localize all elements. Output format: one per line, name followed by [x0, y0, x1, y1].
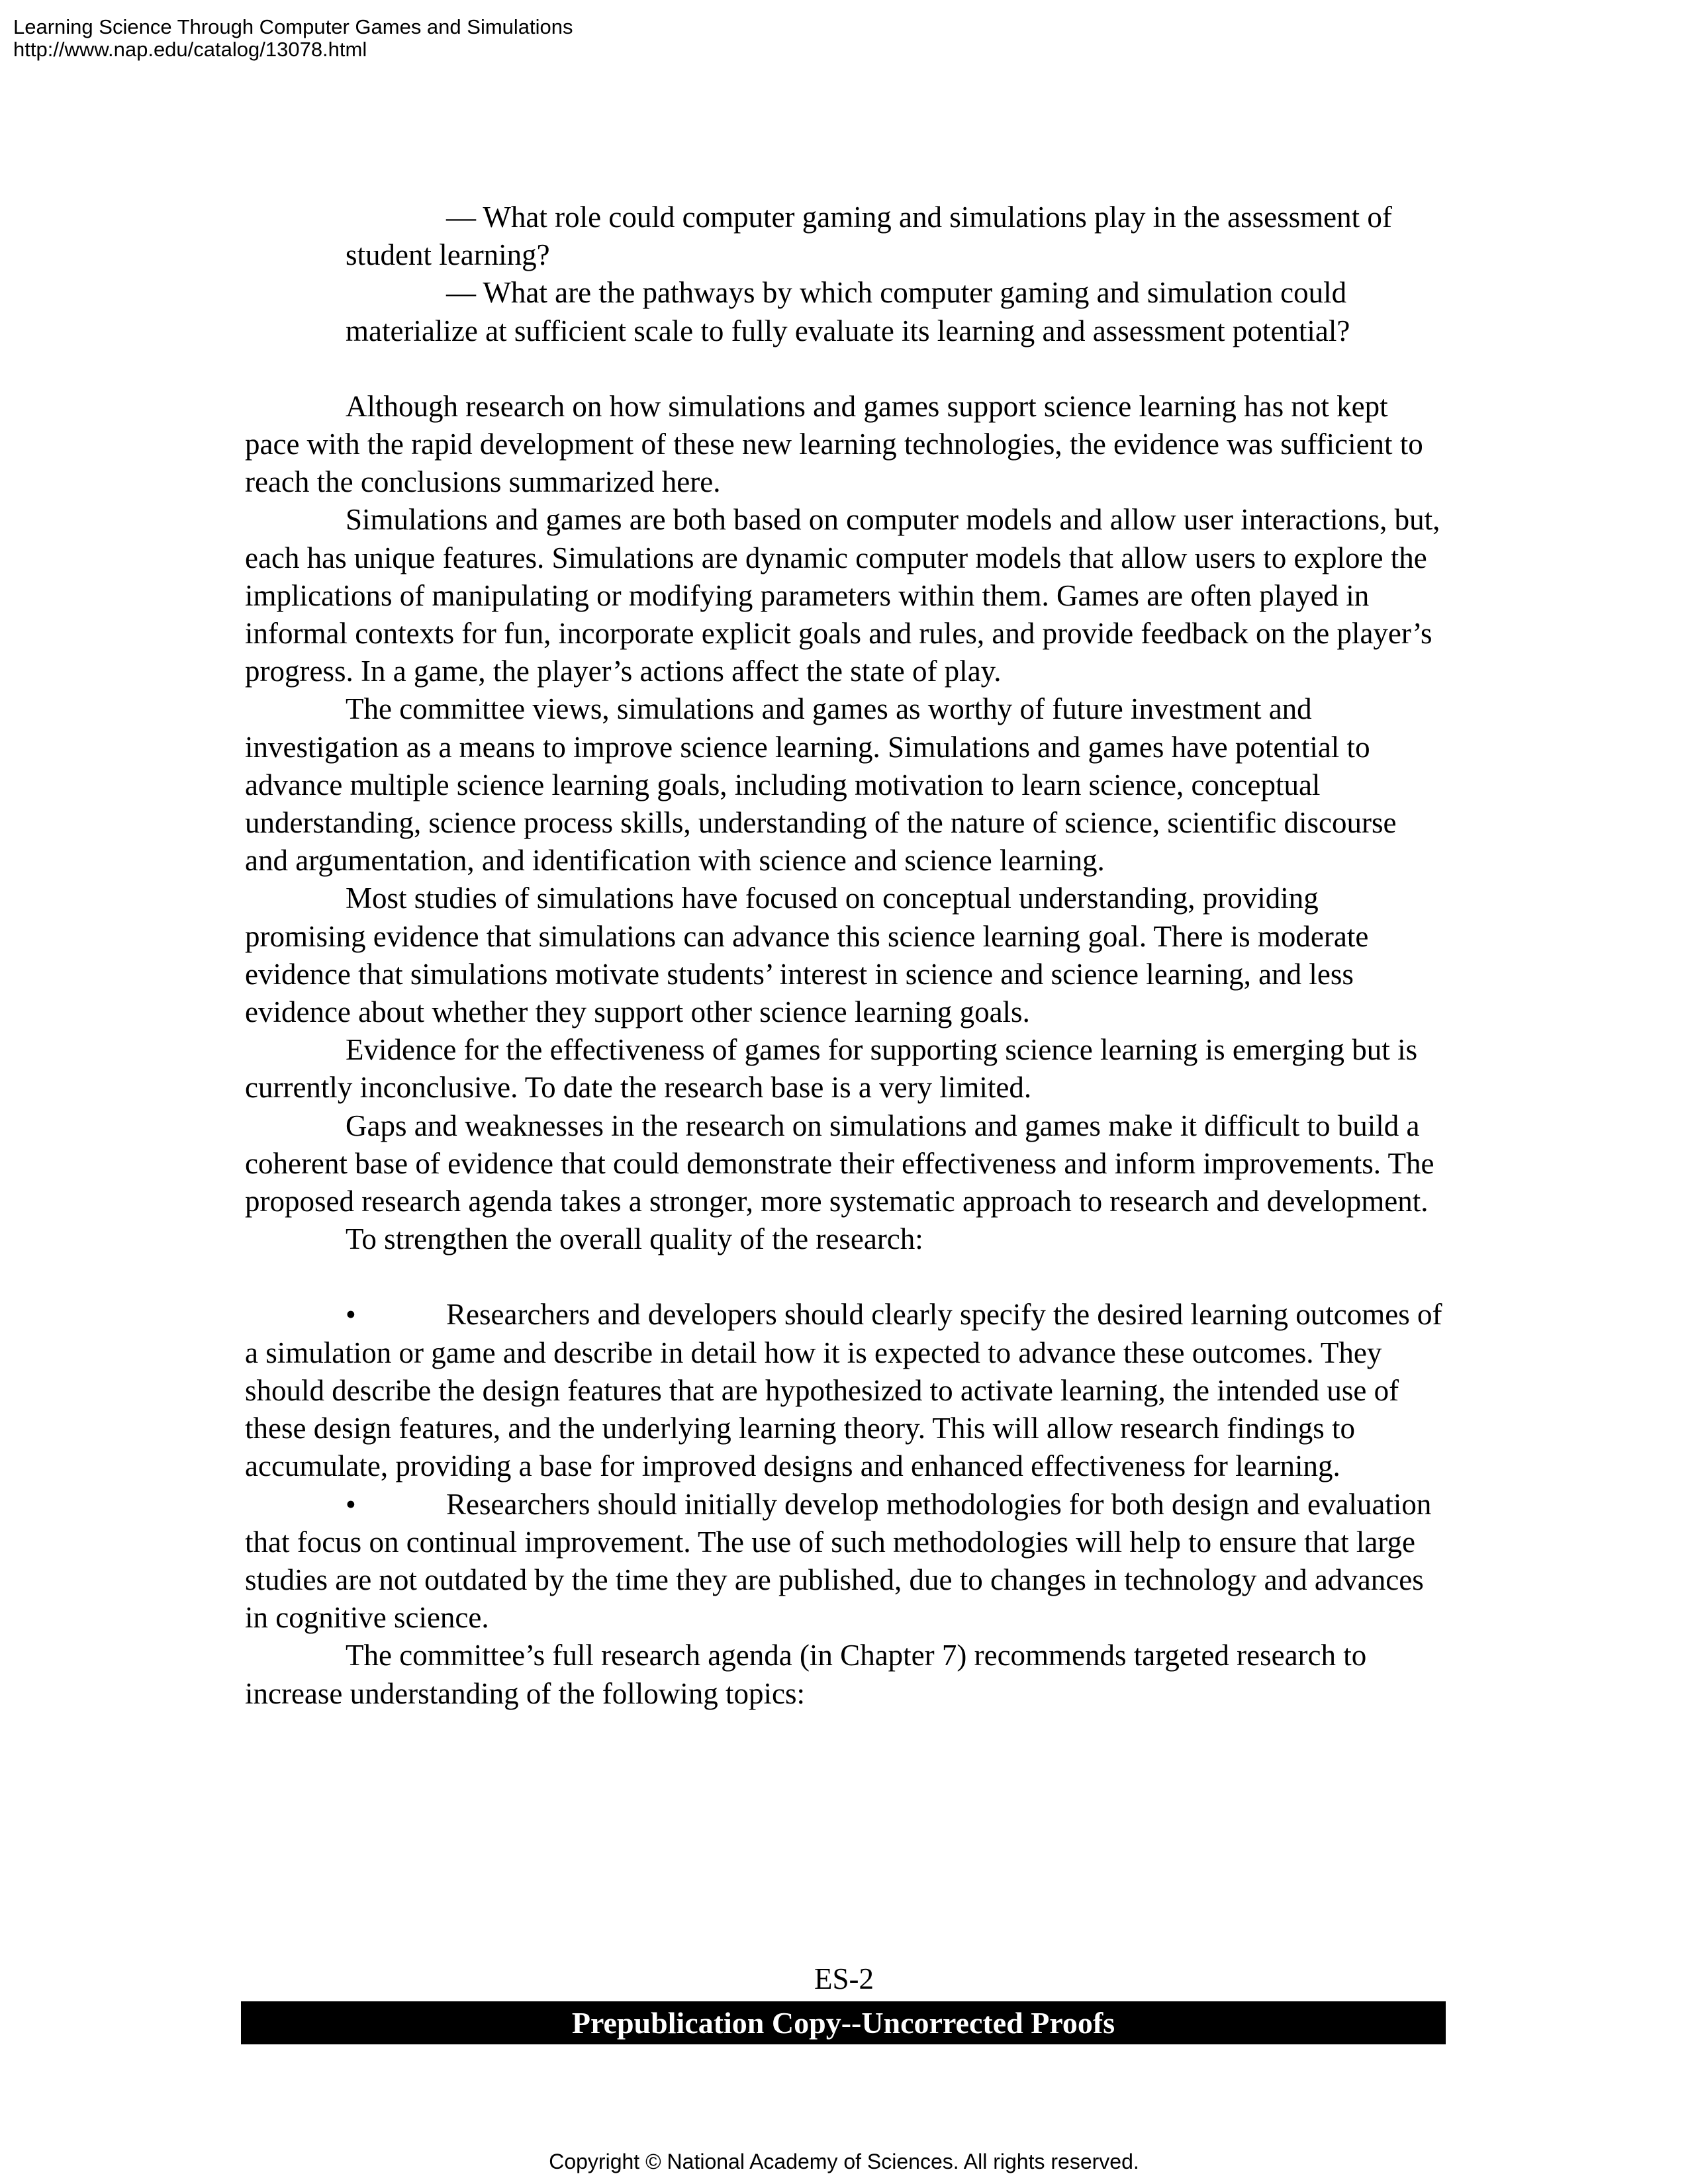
paragraph: The committee’s full research agenda (in Chapter 7) recommends targeted research to increase understanding of the following topics:	[245, 1639, 1367, 1710]
body-text	[245, 199, 1443, 1713]
paragraph: Most studies of simulations have focused on conceptual understanding, providing promising evidence that simulations can advance this science learning goal. There is moderate evidence that simulations motivate students’ interest in science and science learning, and less evidence about whether they support other science learning goals.	[245, 882, 1369, 1029]
question-item: — What role could computer gaming and simulations play in the assessment of student learning?	[346, 201, 1392, 272]
paragraph: Although research on how simulations and games support science learning has not kept pace with the rapid development of these new learning technologies, the evidence was sufficient to reach the conclusions summarized here.	[245, 389, 1423, 499]
bullet-item	[245, 1296, 1443, 1485]
paragraph: Evidence for the effectiveness of games for supporting science learning is emerging but is currently inconclusive. To date the research base is a very limited.	[245, 1033, 1418, 1105]
paragraph: To strengthen the overall quality of the research:	[346, 1222, 923, 1256]
paragraph: The committee views, simulations and games as worthy of future investment and investigation as a means to improve science learning. Simulations and games have potential to advance multiple science learning goals, including motivation to learn science, conceptual understanding, science process skills, understanding of the nature of science, scientific discourse and argumentation, and identification with science and science learning.	[245, 692, 1397, 878]
bullet-icon: •	[346, 1487, 356, 1521]
bullet-text: Researchers and developers should clearly specify the desired learning outcomes of a simulation or game and describe in detail how it is expected to advance these outcomes. They should describe the design features that are hypothesized to activate learning, the intended use of these design features, and the underlying learning theory. This will allow research findings to accumulate, providing a base for improved designs and enhanced effectiveness for learning.	[245, 1298, 1442, 1483]
document-title: Learning Science Through Computer Games and Simulations	[13, 15, 573, 38]
bullet-icon: •	[346, 1298, 356, 1332]
document-url[interactable]: http://www.nap.edu/catalog/13078.html	[13, 38, 367, 61]
bullet-text: Researchers should initially develop methodologies for both design and evaluation that focus on continual improvement. The use of such methodologies will help to ensure that large studies are not outdated by the time they are published, due to changes in technology and advances in cognitive science.	[245, 1487, 1432, 1635]
paragraph: Gaps and weaknesses in the research on simulations and games make it difficult to build a coherent base of evidence that could demonstrate their effectiveness and inform improvements. The proposed research agenda takes a stronger, more systematic approach to research and development.	[245, 1109, 1434, 1218]
paragraph: Simulations and games are both based on computer models and allow user interactions, but, each has unique features. Simulations are dynamic computer models that allow users to explore the implications of manipulating or modifying parameters within them. Games are often played in informal contexts for fun, incorporate explicit goals and rules, and provide feedback on the player’s progress. In a game, the player’s actions affect the state of play.	[245, 503, 1440, 688]
prepublication-banner: Prepublication Copy--Uncorrected Proofs	[241, 2001, 1446, 2044]
copyright-notice: Copyright © National Academy of Sciences. All rights reserved.	[549, 2150, 1139, 2173]
running-head	[13, 16, 573, 61]
page-number: ES-2	[814, 1962, 874, 1995]
bullet-item	[245, 1486, 1443, 1637]
question-item: — What are the pathways by which computer gaming and simulation could materialize at sufficient scale to fully evaluate its learning and assessment potential?	[346, 276, 1350, 347]
